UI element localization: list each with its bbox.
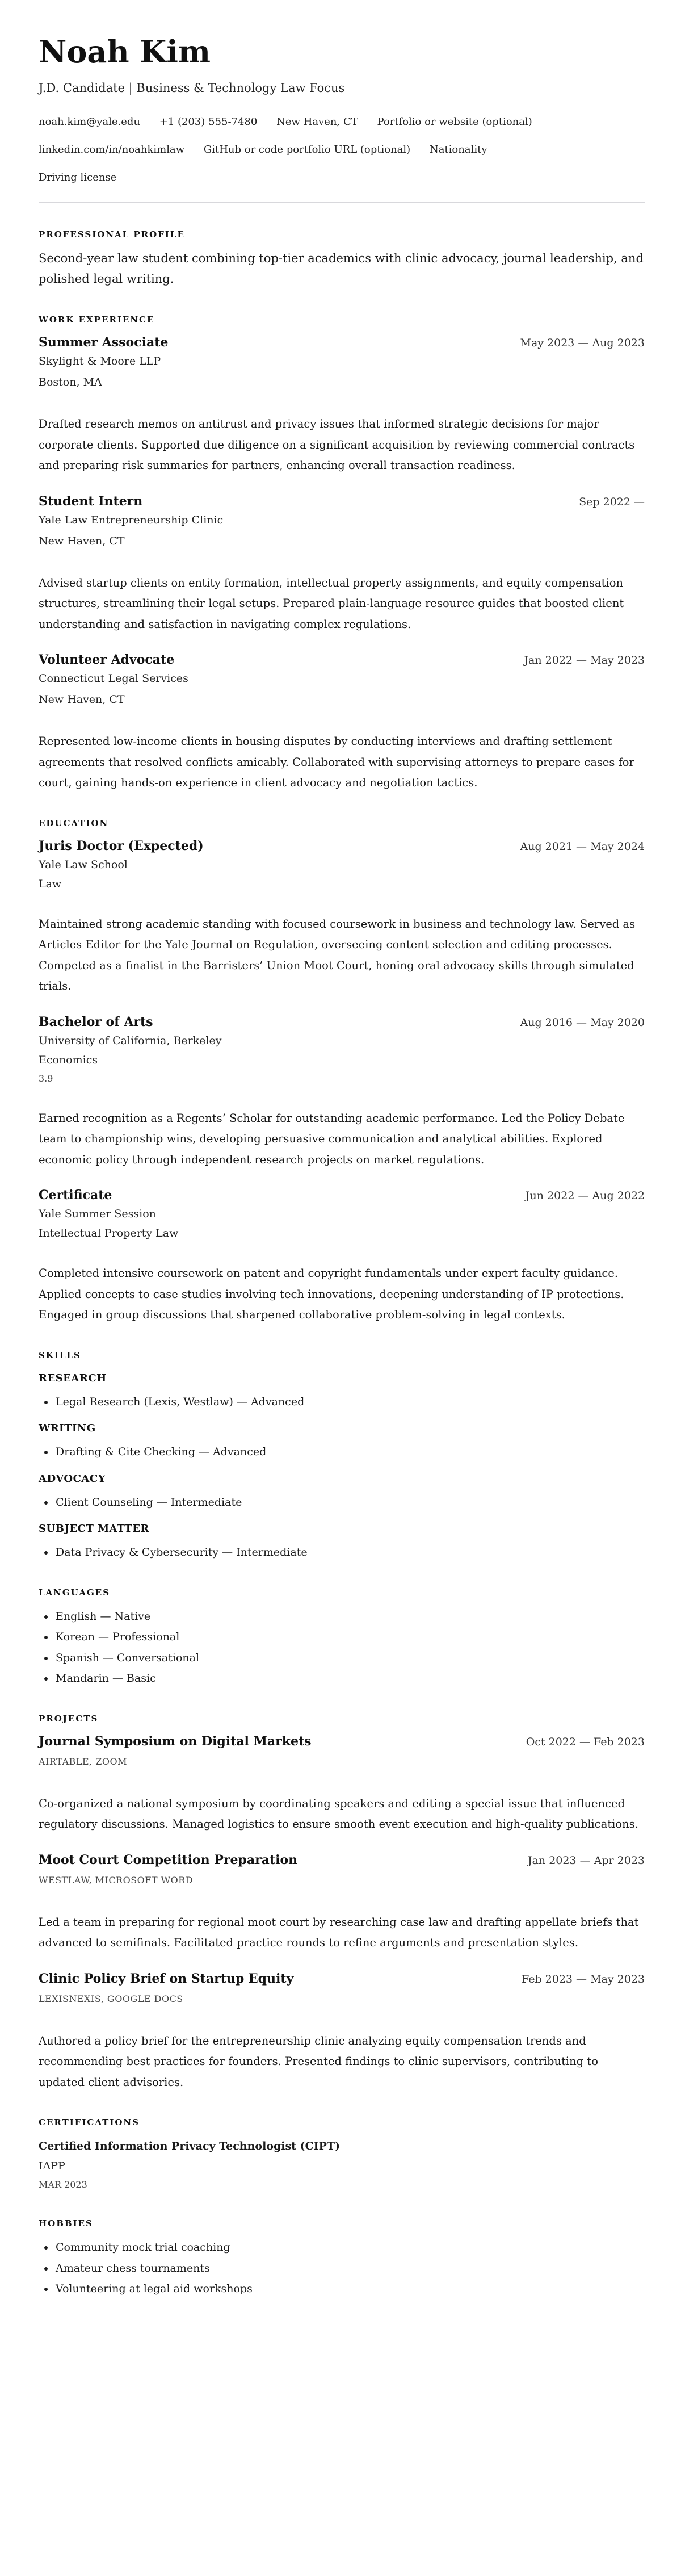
education-entry (39, 837, 645, 997)
skill-category: RESEARCH (39, 1372, 107, 1384)
skills-section (39, 1348, 645, 1563)
job-employer: Yale Law Entrepreneurship Clinic (39, 513, 224, 526)
language-item: • Spanish — Conversational (54, 1648, 645, 1669)
skill-item: • Legal Research (Lexis, Westlaw) — Advanced (54, 1392, 645, 1413)
profile-section (39, 228, 645, 289)
job-dates: Jan 2022 — May 2023 (524, 654, 645, 667)
hobby-item: • Volunteering at legal aid workshops (54, 2278, 645, 2299)
section-heading: SKILLS (39, 1350, 81, 1360)
certification-issuer: IAPP (39, 2160, 65, 2172)
education-entry (39, 1186, 645, 1326)
projects-section (39, 1712, 645, 2093)
work-entry (39, 492, 645, 635)
languages-section (39, 1586, 645, 1689)
work-entry (39, 651, 645, 794)
project-dates: Jan 2023 — Apr 2023 (527, 1854, 645, 1867)
field-of-study: Economics (39, 1053, 98, 1066)
section-heading: PROFESSIONAL PROFILE (39, 229, 185, 240)
school-name: University of California, Berkeley (39, 1034, 222, 1047)
job-dates: May 2023 — Aug 2023 (520, 337, 645, 349)
headline: J.D. Candidate | Business & Technology Law Focus (39, 81, 345, 95)
school-name: Yale Summer Session (39, 1208, 156, 1220)
contact-email[interactable]: noah.kim@yale.edu (39, 116, 141, 128)
job-title: Student Intern (39, 493, 143, 509)
skill-item: • Client Counseling — Intermediate (54, 1492, 645, 1513)
section-heading: WORK EXPERIENCE (39, 315, 155, 325)
project-entry (39, 1970, 645, 2093)
project-tools: WESTLAW, MICROSOFT WORD (39, 1874, 194, 1886)
certifications-section (39, 2116, 645, 2194)
project-tools: LEXISNEXIS, GOOGLE DOCS (39, 1993, 183, 2004)
field-of-study: Intellectual Property Law (39, 1227, 179, 1239)
header-divider (39, 202, 645, 203)
section-heading: CERTIFICATIONS (39, 2117, 140, 2127)
education-description: Completed intensive coursework on patent and copyright fundamentals under expert faculty guidance. Applied concepts to case studies involving tech innovations, deepening understanding of IP protections. Engaged in group discussions that sharpened collaborative problem-solving in legal contexts. (39, 1267, 624, 1321)
education-dates: Aug 2021 — May 2024 (520, 840, 645, 853)
skill-category: WRITING (39, 1422, 96, 1434)
project-description: Co-organized a national symposium by coordinating speakers and editing a special issue that influenced regulatory discussions. Managed logistics to ensure smooth event execution and high-quality publications. (39, 1796, 638, 1831)
education-dates: Aug 2016 — May 2020 (520, 1016, 645, 1029)
section-heading: PROJECTS (39, 1713, 99, 1724)
education-entry (39, 1013, 645, 1171)
candidate-name: Noah Kim (39, 33, 211, 70)
job-dates: Sep 2022 — (579, 495, 645, 508)
contact-location: New Haven, CT (276, 116, 358, 128)
project-title: Clinic Policy Brief on Startup Equity (39, 1971, 294, 1986)
project-tools: AIRTABLE, ZOOM (39, 1756, 127, 1767)
job-title: Volunteer Advocate (39, 652, 175, 667)
contact-nationality: Nationality (429, 144, 487, 156)
language-item: • Korean — Professional (54, 1627, 645, 1648)
hobby-item: • Amateur chess tournaments (54, 2258, 645, 2279)
contact-linkedin[interactable]: linkedin.com/in/noahkimlaw (39, 144, 185, 156)
job-employer: Skylight & Moore LLP (39, 355, 161, 367)
project-description: Led a team in preparing for regional moot court by researching case law and drafting appellate briefs that advanced to semifinals. Facilitated practice rounds to refine arguments and presentation styles. (39, 1915, 639, 1949)
profile-summary: Second-year law student combining top-tier academics with clinic advocacy, journal leadership, and polished legal writing. (39, 252, 644, 286)
project-dates: Oct 2022 — Feb 2023 (526, 1735, 645, 1748)
contact-driving-license: Driving license (39, 171, 117, 183)
project-description: Authored a policy brief for the entrepreneurship clinic analyzing equity compensation trends and recommending best practices for founders. Presented findings to clinic supervisors, contributing to updated client advisories. (39, 2034, 598, 2089)
field-of-study: Law (39, 877, 62, 890)
job-employer: Connecticut Legal Services (39, 672, 188, 685)
job-description: Advised startup clients on entity formation, intellectual property assignments, and equity compensation structures, streamlining their legal setups. Prepared plain-language resource guides that boosted client understanding and satisfaction in navigating complex regulations. (39, 576, 624, 631)
education-description: Earned recognition as a Regents’ Scholar for outstanding academic performance. Led the Policy Debate team to championship wins, developing persuasive communication and analytical abilities. Explored economic policy through independent research projects on market regulations. (39, 1111, 625, 1166)
certification-title: Certified Information Privacy Technologist (CIPT) (39, 2140, 340, 2152)
contact-portfolio[interactable]: Portfolio or website (optional) (377, 116, 532, 128)
education-dates: Jun 2022 — Aug 2022 (525, 1189, 645, 1202)
degree-title: Juris Doctor (Expected) (39, 838, 204, 853)
skill-category: ADVOCACY (39, 1472, 106, 1485)
contact-phone[interactable]: +1 (203) 555-7480 (159, 116, 258, 128)
job-location: New Haven, CT (39, 534, 125, 547)
hobby-item: • Community mock trial coaching (54, 2237, 645, 2258)
education-section (39, 816, 645, 1326)
project-entry (39, 1732, 645, 1835)
language-item: • Mandarin — Basic (54, 1668, 645, 1689)
degree-title: Bachelor of Arts (39, 1014, 153, 1029)
project-entry (39, 1851, 645, 1954)
certification-date: MAR 2023 (39, 2179, 87, 2190)
section-heading: LANGUAGES (39, 1587, 111, 1598)
degree-title: Certificate (39, 1188, 112, 1203)
section-heading: EDUCATION (39, 818, 109, 828)
skill-item: • Drafting & Cite Checking — Advanced (54, 1442, 645, 1463)
project-dates: Feb 2023 — May 2023 (522, 1972, 645, 1986)
school-name: Yale Law School (39, 858, 128, 871)
skill-item: • Data Privacy & Cybersecurity — Intermediate (54, 1542, 645, 1563)
work-section (39, 313, 645, 794)
hobbies-section (39, 2217, 645, 2299)
work-entry (39, 333, 645, 476)
job-description: Represented low-income clients in housing disputes by conducting interviews and drafting settlement agreements that resolved conflicts amicably. Collaborated with supervising attorneys to prepare cases for court, gaining hands-on experience in client advocacy and negotiation tactics. (39, 735, 634, 789)
project-title: Journal Symposium on Digital Markets (39, 1733, 312, 1749)
job-location: Boston, MA (39, 376, 102, 388)
language-item: • English — Native (54, 1606, 645, 1627)
contact-github[interactable]: GitHub or code portfolio URL (optional) (203, 144, 411, 156)
resume-header (39, 32, 645, 191)
job-description: Drafted research memos on antitrust and privacy issues that informed strategic decisions for major corporate clients. Supported due diligence on a significant acquisition by reviewing commercial contracts and preparing risk summaries for partners, enhancing overall transaction readiness. (39, 417, 635, 472)
project-title: Moot Court Competition Preparation (39, 1852, 298, 1867)
job-title: Summer Associate (39, 335, 169, 350)
job-location: New Haven, CT (39, 693, 125, 706)
section-heading: HOBBIES (39, 2218, 93, 2229)
education-description: Maintained strong academic standing with focused coursework in business and technology law. Served as Articles Editor for the Yale Journal on Regulation, overseeing content selection and editing processes. Competed as a finalist in the Barristers’ Union Moot Court, honing oral advocacy skills through simulated trials. (39, 917, 636, 992)
contact-list (39, 108, 645, 191)
skill-category: SUBJECT MATTER (39, 1523, 149, 1535)
gpa: 3.9 (39, 1073, 53, 1084)
